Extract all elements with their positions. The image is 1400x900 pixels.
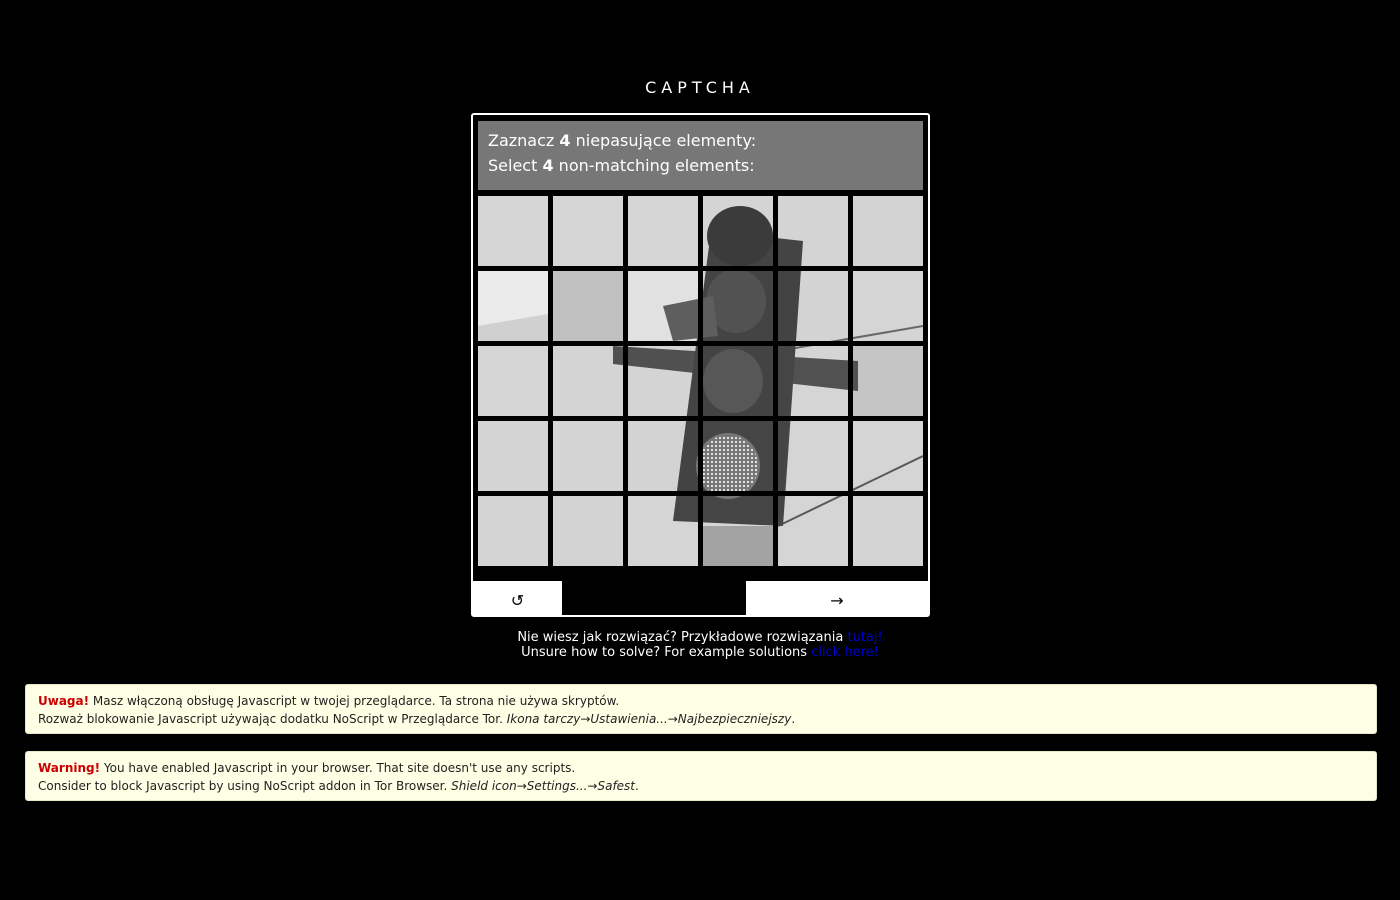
captcha-tile-image: [703, 496, 773, 566]
captcha-tile[interactable]: [778, 346, 848, 416]
captcha-tile[interactable]: [853, 196, 923, 266]
captcha-tile-image: [853, 421, 923, 491]
captcha-tile-image: [478, 271, 548, 341]
page-title: CAPTCHA: [645, 78, 755, 97]
warning-polish: [25, 684, 1377, 734]
captcha-tile[interactable]: [703, 196, 773, 266]
warning-en-line1: [38, 759, 1364, 777]
captcha-tile[interactable]: [778, 496, 848, 566]
warning-en-line2-path: Shield icon→Settings...→Safest: [451, 779, 636, 793]
captcha-tile[interactable]: [553, 346, 623, 416]
captcha-tile[interactable]: [628, 271, 698, 341]
captcha-tile-image: [628, 196, 698, 266]
captcha-tile[interactable]: [478, 271, 548, 341]
captcha-tile-image: [478, 346, 548, 416]
help-pl-text: Nie wiesz jak rozwiązać? Przykładowe rozwiązania: [517, 630, 848, 645]
captcha-tile-image: [553, 496, 623, 566]
warning-pl-line1-text: Masz włączoną obsługę Javascript w twojej przeglądarce. Ta strona nie używa skryptów.: [89, 694, 620, 708]
instruction-pl-count: 4: [559, 131, 571, 150]
instruction-polish: [488, 128, 913, 153]
help-link-polish[interactable]: tutaj!: [847, 630, 883, 645]
captcha-controls: [473, 581, 928, 615]
captcha-tile[interactable]: [478, 346, 548, 416]
instruction-english: [488, 153, 913, 178]
captcha-tile-image: [778, 346, 848, 416]
captcha-tile[interactable]: [703, 496, 773, 566]
help-en-text: Unsure how to solve? For example solutions: [521, 645, 812, 660]
warning-pl-line2-prefix: Rozważ blokowanie Javascript używając dodatku NoScript w Przeglądarce Tor.: [38, 712, 507, 726]
captcha-tile-image: [478, 196, 548, 266]
warning-en-head: Warning!: [38, 761, 101, 775]
warning-en-line2-suffix: .: [635, 779, 639, 793]
warning-pl-line2: [38, 710, 1364, 728]
captcha-tile-image: [703, 346, 773, 416]
captcha-tile[interactable]: [853, 271, 923, 341]
captcha-tile-image: [628, 271, 698, 341]
instruction-en-suffix: non-matching elements:: [553, 156, 755, 175]
captcha-tile[interactable]: [553, 196, 623, 266]
captcha-tile-image: [628, 346, 698, 416]
captcha-tile-image: [778, 496, 848, 566]
captcha-instructions: [478, 121, 923, 190]
captcha-tile[interactable]: [628, 196, 698, 266]
captcha-tile-image: [853, 346, 923, 416]
captcha-tile-image: [628, 421, 698, 491]
captcha-tile[interactable]: [478, 196, 548, 266]
captcha-tile[interactable]: [778, 271, 848, 341]
captcha-tile-image: [553, 271, 623, 341]
captcha-tile[interactable]: [628, 496, 698, 566]
captcha-tile-image: [853, 496, 923, 566]
captcha-tile[interactable]: [628, 421, 698, 491]
help-line-english: [0, 645, 1400, 660]
captcha-tile-image: [703, 421, 773, 491]
captcha-tile[interactable]: [703, 421, 773, 491]
instruction-en-count: 4: [542, 156, 554, 175]
captcha-tile[interactable]: [553, 271, 623, 341]
submit-next-button[interactable]: →: [746, 581, 928, 615]
warning-pl-line2-path: Ikona tarczy→Ustawienia...→Najbezpieczniejszy: [506, 712, 792, 726]
captcha-tile[interactable]: [703, 346, 773, 416]
help-link-english[interactable]: click here!: [811, 645, 879, 660]
captcha-tile-image: [853, 196, 923, 266]
warning-en-line2: [38, 777, 1364, 795]
instruction-pl-suffix: niepasujące elementy:: [570, 131, 757, 150]
captcha-tile[interactable]: [478, 421, 548, 491]
captcha-tile[interactable]: [778, 421, 848, 491]
captcha-tile-image: [553, 196, 623, 266]
captcha-tile-image: [628, 496, 698, 566]
warning-pl-line2-suffix: .: [791, 712, 796, 726]
captcha-tile-image: [703, 196, 773, 266]
refresh-button[interactable]: ↺: [473, 581, 562, 615]
captcha-tile-image: [478, 421, 548, 491]
captcha-tile[interactable]: [553, 496, 623, 566]
captcha-tile-image: [478, 496, 548, 566]
warning-en-line1-text: You have enabled Javascript in your browser. That site doesn't use any scripts.: [100, 761, 576, 775]
warning-en-line2-prefix: Consider to block Javascript by using NoScript addon in Tor Browser.: [38, 779, 452, 793]
instruction-en-prefix: Select: [488, 156, 543, 175]
captcha-tile-image: [553, 421, 623, 491]
captcha-tile[interactable]: [478, 496, 548, 566]
captcha-tile-image: [853, 271, 923, 341]
captcha-tile[interactable]: [778, 196, 848, 266]
captcha-tile[interactable]: [853, 346, 923, 416]
warning-english: [25, 751, 1377, 801]
captcha-tile[interactable]: [628, 346, 698, 416]
warning-pl-head: Uwaga!: [38, 694, 90, 708]
captcha-tile[interactable]: [853, 421, 923, 491]
captcha-container: [471, 113, 930, 617]
captcha-tile-image: [778, 271, 848, 341]
instruction-pl-prefix: Zaznacz: [488, 131, 560, 150]
help-line-polish: [0, 630, 1400, 645]
captcha-tile-image: [778, 196, 848, 266]
warning-pl-line1: [38, 692, 1364, 710]
captcha-image-grid: [478, 196, 923, 566]
captcha-tile-image: [778, 421, 848, 491]
captcha-tile-image: [553, 346, 623, 416]
captcha-tile[interactable]: [553, 421, 623, 491]
captcha-tile-image: [703, 271, 773, 341]
captcha-tile[interactable]: [853, 496, 923, 566]
help-text: [0, 630, 1400, 660]
captcha-tile[interactable]: [703, 271, 773, 341]
